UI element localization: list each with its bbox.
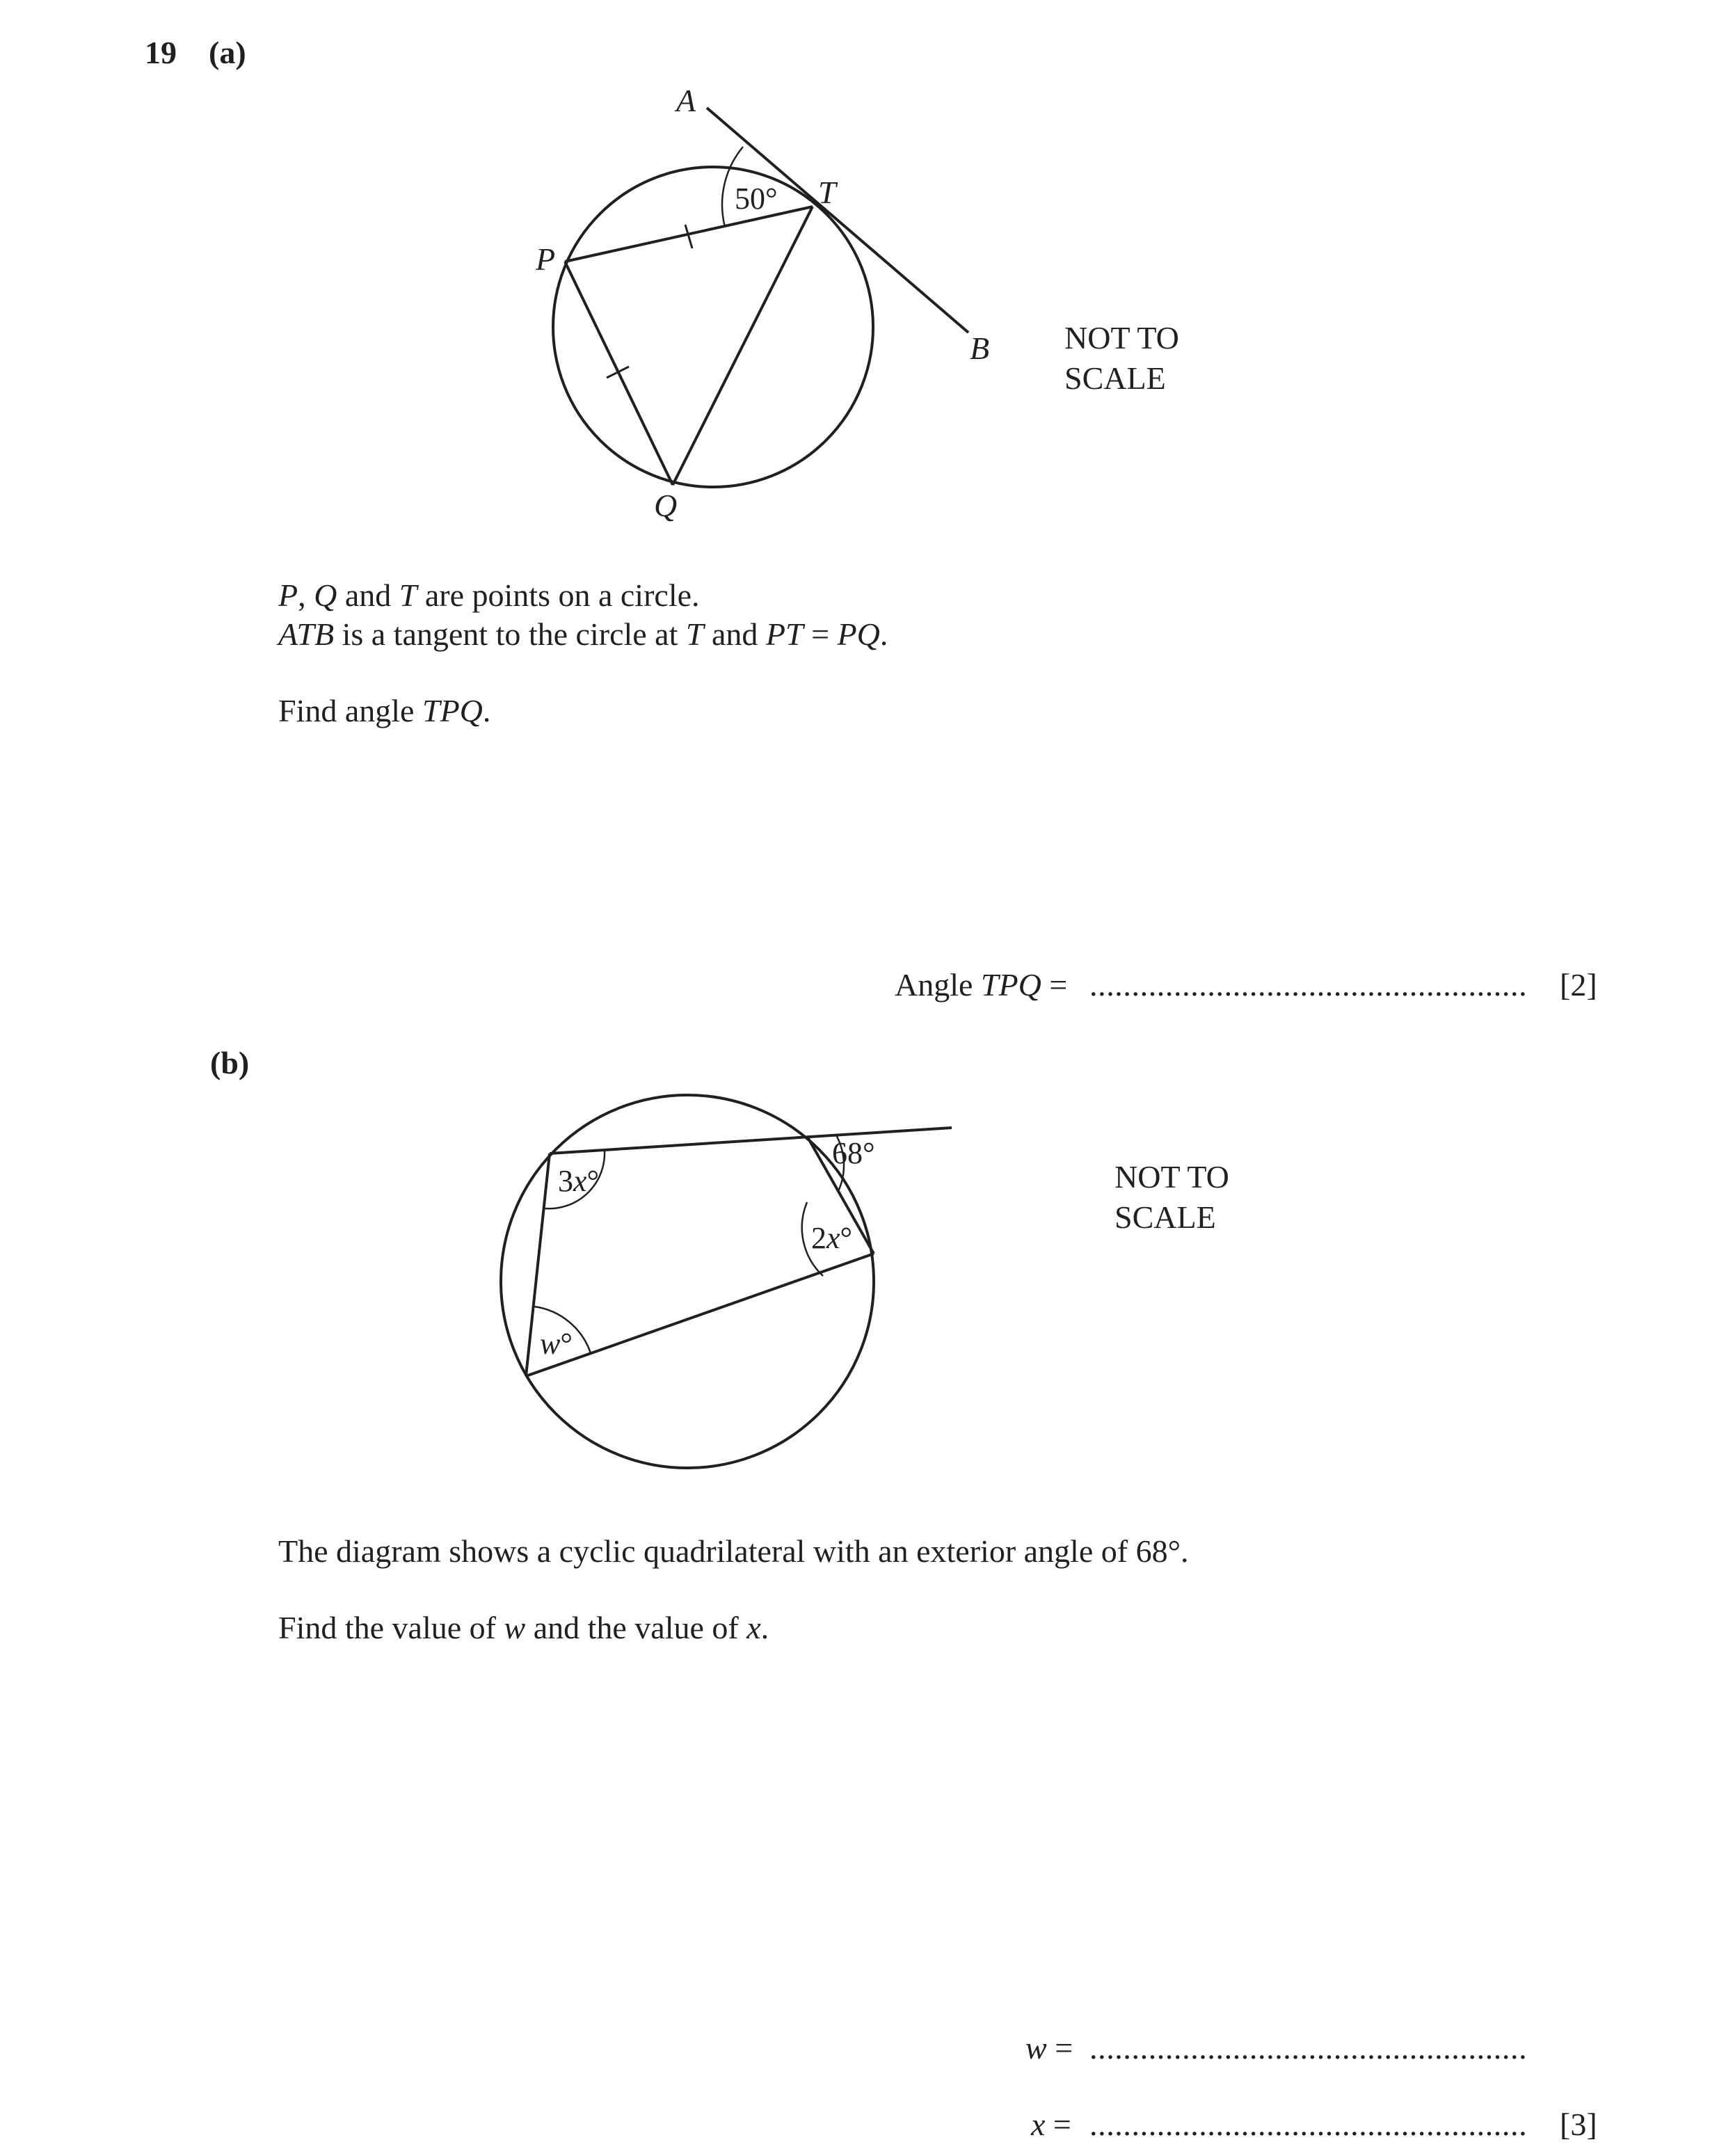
answer-w-label: w =	[1025, 2030, 1073, 2066]
marks-a: [2]	[1560, 967, 1597, 1003]
part-b-label: (b)	[210, 1045, 250, 1080]
answer-x-label: x =	[1031, 2107, 1071, 2142]
not-to-scale-a-line1: NOT TO	[1064, 320, 1179, 356]
not-to-scale-b-line1: NOT TO	[1114, 1159, 1229, 1195]
answer-a-label: Angle TPQ =	[895, 967, 1068, 1003]
chord-tq	[673, 207, 813, 485]
instruction-a: Find angle TPQ.	[278, 693, 491, 728]
diagram-b	[501, 1095, 952, 1468]
angle-label-2x: 2x°	[811, 1221, 853, 1255]
question-number: 19	[145, 35, 177, 70]
diagram-a	[553, 108, 968, 487]
instruction-b: Find the value of w and the value of x.	[278, 1610, 769, 1645]
label-p: P	[536, 241, 556, 277]
answer-w-field[interactable]: ....................................................	[1089, 2030, 1528, 2066]
statement-a-line2: ATB is a tangent to the circle at T and PT = PQ.	[278, 616, 888, 652]
answer-a-field[interactable]: ....................................................	[1089, 967, 1528, 1003]
statement-a-line1: P, Q and T are points on a circle.	[278, 577, 700, 613]
angle-label-68: 68°	[832, 1136, 875, 1170]
side-top-extended	[550, 1128, 952, 1153]
label-q: Q	[654, 488, 678, 523]
angle-label-50: 50°	[735, 182, 778, 216]
not-to-scale-a-line2: SCALE	[1064, 360, 1166, 396]
label-t: T	[818, 175, 836, 210]
answer-x-field[interactable]: ....................................................	[1089, 2107, 1528, 2142]
side-bottom	[526, 1254, 874, 1376]
not-to-scale-b-line2: SCALE	[1114, 1199, 1216, 1235]
part-a-label: (a)	[209, 35, 246, 70]
circle-b	[501, 1095, 874, 1468]
marks-b: [3]	[1560, 2107, 1597, 2142]
label-a: A	[676, 83, 696, 118]
angle-label-3x: 3x°	[558, 1164, 600, 1198]
diagram-a-labels	[535, 83, 989, 523]
equal-tick-pt	[685, 225, 692, 248]
circle-a	[553, 167, 873, 487]
statement-b: The diagram shows a cyclic quadrilateral with an exterior angle of 68°.	[278, 1533, 1189, 1569]
chord-pq	[565, 262, 673, 485]
label-b: B	[970, 330, 990, 366]
angle-label-w: w°	[540, 1327, 573, 1361]
